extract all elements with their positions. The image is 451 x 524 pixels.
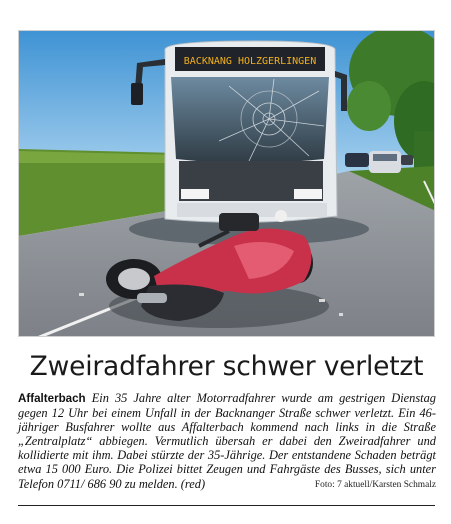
news-photo [18,30,435,337]
bottom-rule [18,505,435,506]
article-headline: Zweiradfahrer schwer verletzt [29,351,424,382]
photo-credit: Foto: 7 aktuell/Karsten Schmalz [314,479,436,490]
article-body [18,391,436,492]
accident-scene-illustration [19,31,435,337]
destination-sign: BACKNANG HOLZGERLINGEN [183,56,317,67]
article-text: Ein 35 Jahre alter Motorradfahrer wurde am gestrigen Dienstag gegen 12 Uhr bei einem Unfall in der Backnanger Straße schwer verletzt. Ein 46-jähriger Busfahrer wollte aus Affalterbach kommend nach links in die Straße „Zentralplatz“ abbiegen. Vermutlich übersah er dabei den Zweiradfahrer und kollidierte mit ihm. Dabei stürzte der 35-Jährige. Der entstandene Schaden beträgt etwa 15 000 Euro. Die Polizei bittet Zeugen und Fahrgäste des Busses, sich unter Telefon 0711/ 686 90 zu melden. (red) [18,391,436,491]
dateline-location: Affalterbach [18,392,86,405]
